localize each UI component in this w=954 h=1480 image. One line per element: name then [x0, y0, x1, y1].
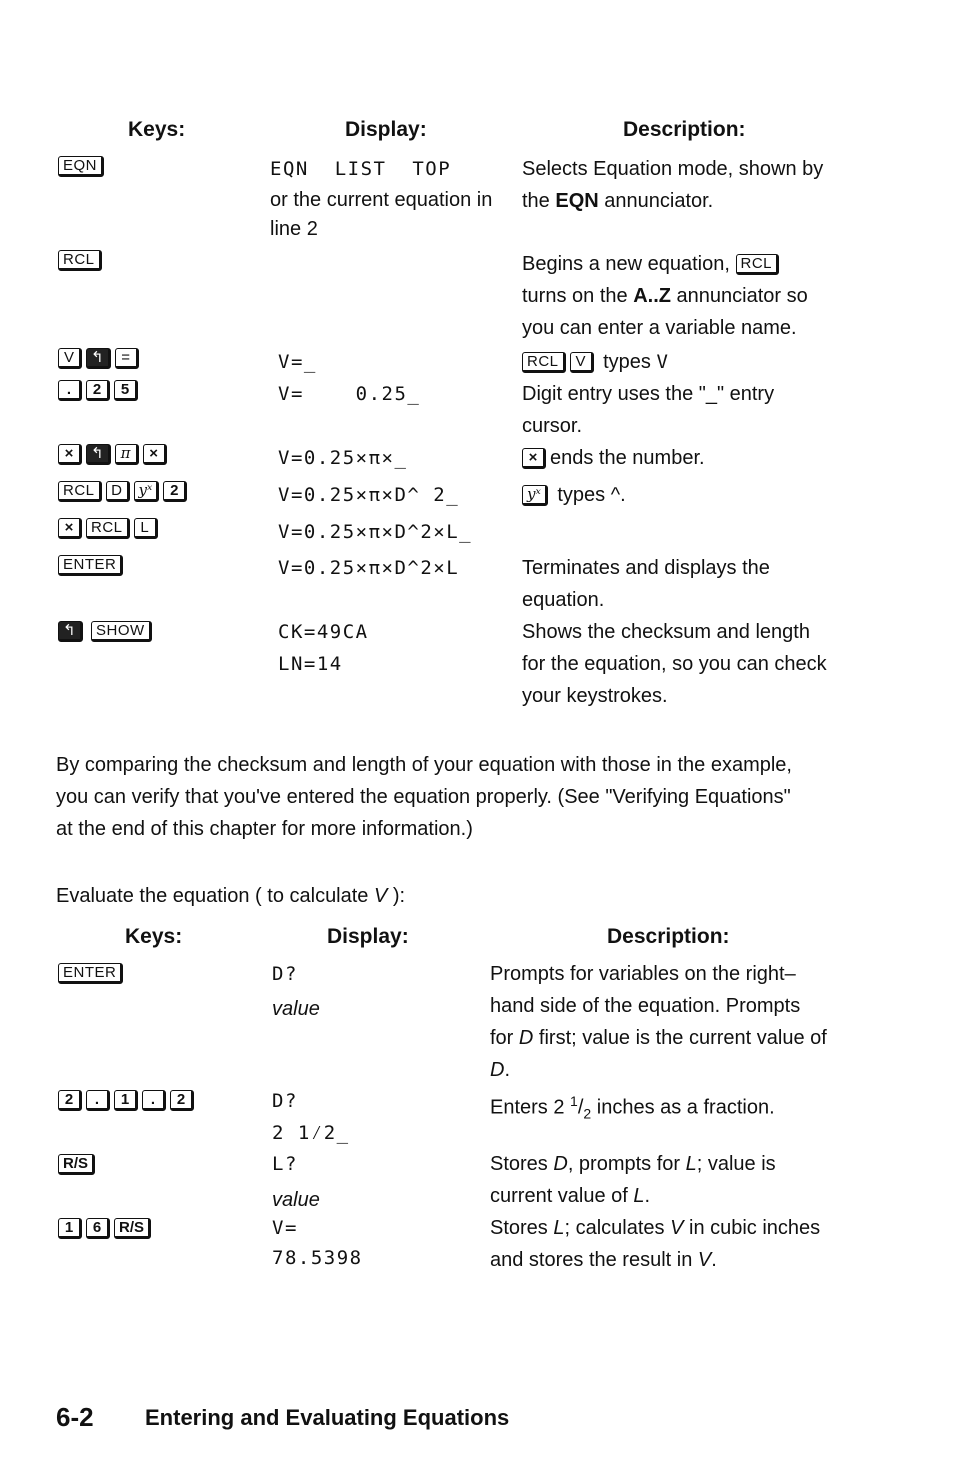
row8-desc-line1: Terminates and displays the — [522, 557, 770, 579]
paragraph-line: By comparing the checksum and length of your equation with those in the example, — [56, 754, 792, 776]
enter-key: ENTER — [58, 963, 123, 984]
row1-keys — [58, 152, 108, 182]
table2-header-display: Display: — [327, 925, 409, 948]
t2-row1-keys — [58, 959, 127, 989]
evaluate-intro: Evaluate the equation ( to calculate V ): — [56, 885, 406, 907]
show-key: SHOW — [91, 621, 152, 642]
t2-row3-keys — [58, 1150, 99, 1180]
t2-row1-display-note: value — [272, 998, 320, 1020]
row5-keys — [58, 440, 171, 470]
t2-row1-description — [490, 958, 827, 1086]
row1-display: EQN LIST TOP — [270, 158, 452, 180]
multiply-key: × — [143, 444, 167, 465]
row6-keys — [58, 477, 191, 507]
row1-desc-line2: the EQN annunciator. — [522, 190, 714, 212]
digit-5-key: 5 — [114, 380, 138, 401]
d-key: D — [106, 481, 130, 502]
t2-row1-display: D? — [272, 963, 298, 985]
row6-description: yˣ types ^. — [522, 479, 626, 511]
decimal-key: . — [142, 1090, 166, 1111]
row9-desc-line3: your keystrokes. — [522, 685, 668, 707]
row9-display-line2: LN=14 — [278, 653, 343, 675]
paragraph-line: you can verify that you've entered the equation properly. (See "Verifying Equations" — [56, 786, 791, 808]
row2-desc-line3: you can enter a variable name. — [522, 317, 797, 339]
row5-description: × ends the number. — [522, 442, 705, 474]
row1-display-note: or the current equation in line 2 — [270, 189, 493, 240]
digit-2-key: 2 — [86, 380, 110, 401]
t2-row1-desc-line4: D. — [490, 1059, 511, 1081]
shift-left-icon: ↰ — [58, 621, 83, 642]
table2-header-description: Description: — [607, 925, 730, 948]
row7-keys — [58, 514, 162, 544]
row8-desc-line2: equation. — [522, 589, 605, 611]
run-stop-key: R/S — [114, 1218, 151, 1239]
t2-row3-display: L? — [272, 1153, 298, 1175]
row9-desc-line1: Shows the checksum and length — [522, 621, 810, 643]
row9-description — [522, 616, 827, 712]
t2-row2-display-line1: D? — [272, 1090, 298, 1112]
shift-left-icon: ↰ — [86, 444, 111, 465]
pi-key: π — [115, 444, 139, 465]
t2-row1-desc-line2: hand side of the equation. Prompts — [490, 995, 801, 1017]
row4-keys — [58, 376, 142, 406]
v-lcd-char: V — [656, 351, 670, 373]
az-annunciator: A..Z — [633, 285, 671, 307]
shift-left-icon: ↰ — [86, 348, 111, 369]
row1-description — [522, 153, 823, 217]
table1-header-keys: Keys: — [128, 118, 186, 141]
table1-header-description: Description: — [623, 118, 746, 141]
t2-row4-display-line1: V= — [272, 1217, 298, 1239]
row2-desc-line2: turns on the A..Z annunciator so — [522, 285, 808, 307]
row3-description: RCL V types V — [522, 346, 669, 378]
row9-keys — [58, 617, 156, 647]
digit-6-key: 6 — [86, 1218, 110, 1239]
t2-row4-keys — [58, 1214, 155, 1244]
rcl-key: RCL — [58, 481, 102, 502]
chapter-title: Entering and Evaluating Equations — [145, 1405, 510, 1430]
eqn-key: EQN — [58, 156, 104, 177]
multiply-key: × — [58, 444, 82, 465]
row2-desc-line1: Begins a new equation, RCL — [522, 248, 808, 280]
rcl-key-inline: RCL — [736, 254, 780, 275]
t2-row3-desc-line2: current value of L. — [490, 1185, 651, 1207]
checksum-paragraph — [56, 749, 792, 845]
page-number: 6-2 — [56, 1402, 94, 1432]
table2-header-keys: Keys: — [125, 925, 183, 948]
row7-display: V=0.25×π×D^2×L_ — [278, 521, 473, 543]
y-power-x-key-inline: yˣ — [522, 485, 548, 506]
y-power-x-key: yˣ — [134, 481, 160, 502]
decimal-key: . — [58, 380, 82, 401]
row8-description — [522, 552, 770, 616]
v-key-inline: V — [570, 352, 594, 373]
row1-desc-line1: Selects Equation mode, shown by — [522, 158, 824, 180]
t2-row2-description: Enters 2 $^1/_2$ inches as a fraction. — [490, 1093, 775, 1122]
row8-keys — [58, 551, 127, 581]
row3-keys — [58, 344, 143, 374]
rcl-key: RCL — [58, 250, 102, 271]
variable-v: V — [374, 885, 388, 907]
run-stop-key: R/S — [58, 1154, 95, 1175]
t2-row3-desc-line1: Stores D, prompts for L; value is — [490, 1153, 776, 1175]
rcl-key: RCL — [86, 518, 130, 539]
row4-display: V= 0.25_ — [278, 383, 421, 405]
t2-row1-desc-line3: for D first; value is the current value of — [490, 1027, 827, 1049]
v-key: V — [58, 348, 82, 369]
paragraph-line: at the end of this chapter for more information.) — [56, 818, 473, 840]
t2-row1-desc-line1: Prompts for variables on the right– — [490, 963, 796, 985]
t2-row3-description — [490, 1148, 776, 1212]
row4-description — [522, 378, 774, 442]
equals-key: = — [115, 348, 139, 369]
t2-row2-keys — [58, 1086, 198, 1116]
decimal-key: . — [86, 1090, 110, 1111]
row6-display: V=0.25×π×D^ 2_ — [278, 484, 460, 506]
rcl-key-inline: RCL — [522, 352, 566, 373]
t2-row3-display-note: value — [272, 1189, 320, 1211]
t2-row4-display-line2: 78.5398 — [272, 1247, 363, 1269]
t2-row4-desc-line1: Stores L; calculates V in cubic inches — [490, 1217, 821, 1239]
row9-desc-line2: for the equation, so you can check — [522, 653, 827, 675]
multiply-key: × — [58, 518, 82, 539]
enter-key: ENTER — [58, 555, 123, 576]
row2-description — [522, 248, 808, 344]
l-key: L — [134, 518, 158, 539]
eqn-annunciator: EQN — [555, 190, 599, 212]
row3-display: V=_ — [278, 351, 317, 373]
t2-row4-description — [490, 1212, 820, 1276]
t2-row4-desc-line2: and stores the result in V. — [490, 1249, 717, 1271]
row8-display: V=0.25×π×D^2×L — [278, 557, 460, 579]
digit-2-key: 2 — [163, 481, 187, 502]
digit-2-key: 2 — [58, 1090, 82, 1111]
row4-desc-line2: cursor. — [522, 415, 583, 437]
row4-desc-line1: Digit entry uses the "_" entry — [522, 383, 775, 405]
t2-row2-display-line2: 2 1⁄2_ — [272, 1122, 350, 1144]
row9-display-line1: CK=49CA — [278, 621, 369, 643]
table1-header-display: Display: — [345, 118, 427, 141]
row2-keys — [58, 246, 106, 276]
digit-1-key: 1 — [58, 1218, 82, 1239]
multiply-key-inline: × — [522, 448, 546, 469]
digit-1-key: 1 — [114, 1090, 138, 1111]
digit-2-key: 2 — [170, 1090, 194, 1111]
row5-display: V=0.25×π×_ — [278, 447, 408, 469]
